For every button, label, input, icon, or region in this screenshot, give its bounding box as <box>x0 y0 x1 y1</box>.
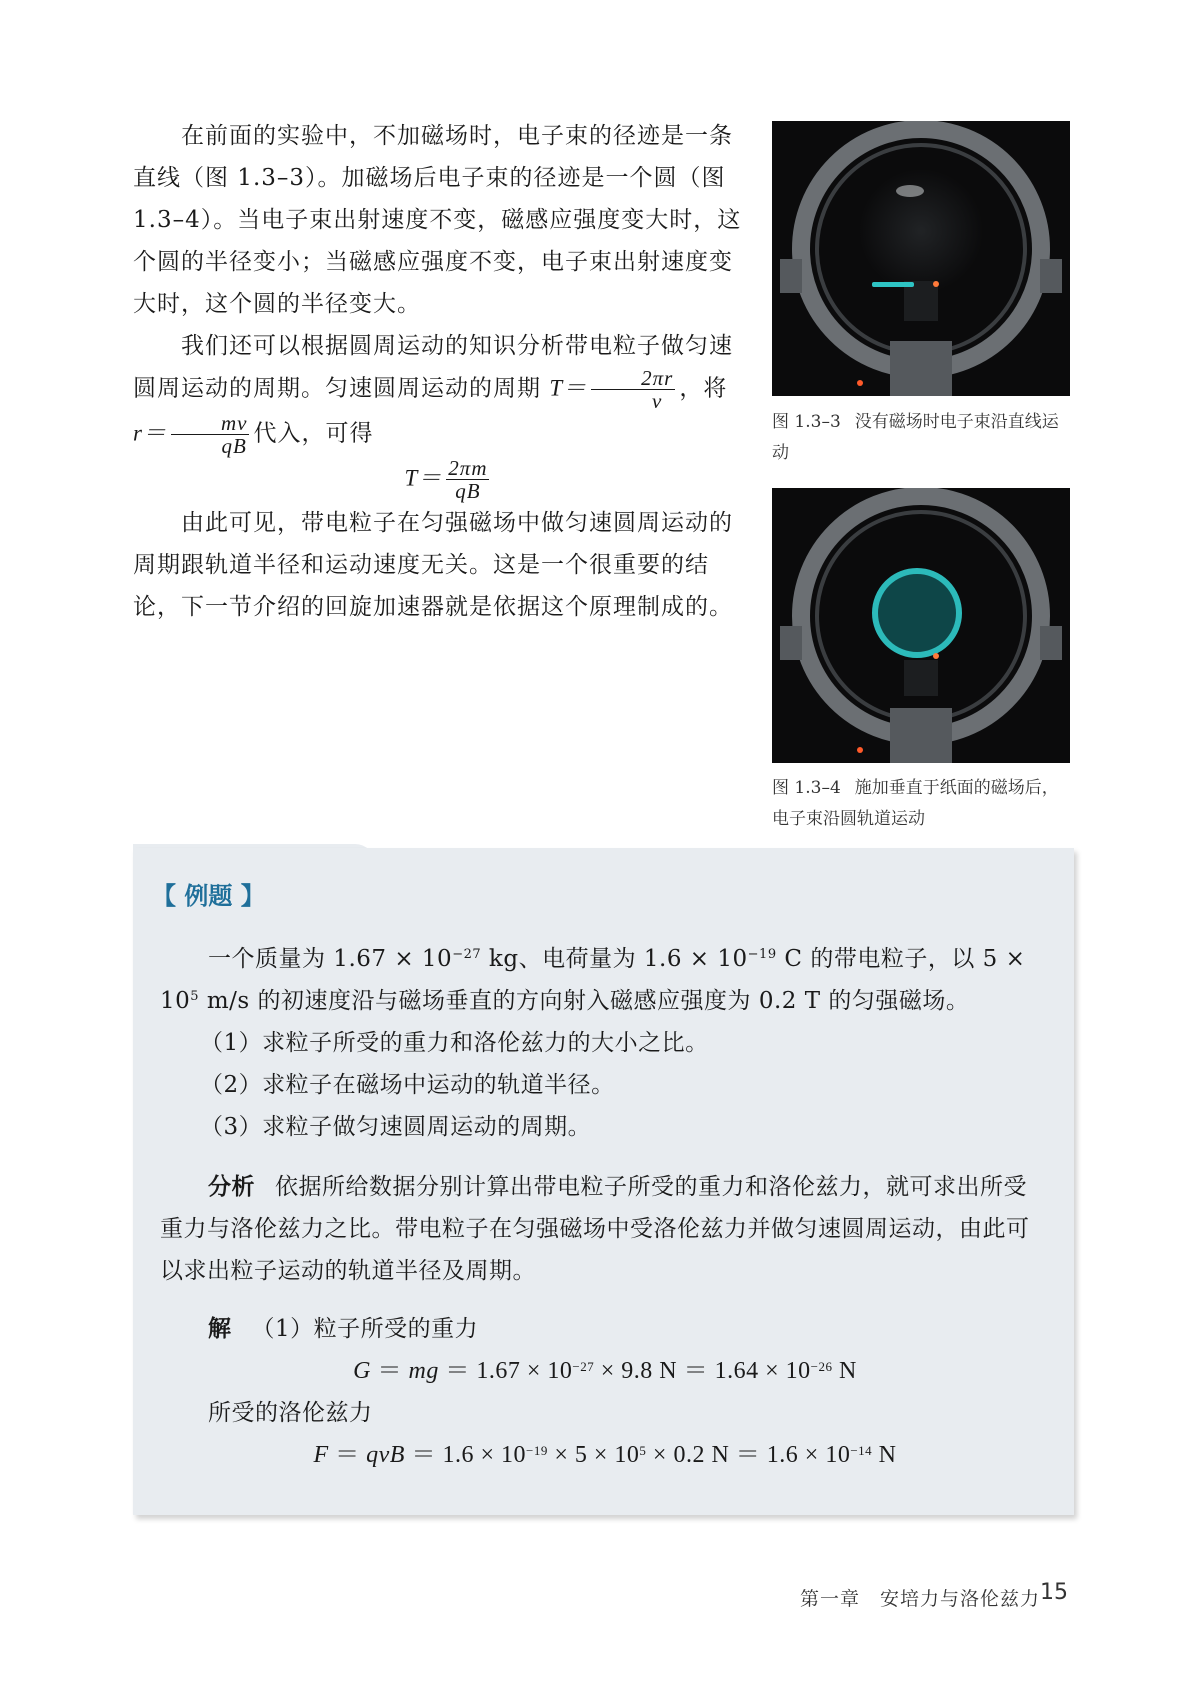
eq-text: × 0.2 N ＝ 1.6 × 10 <box>646 1442 851 1468</box>
example-analysis <box>160 1166 1050 1292</box>
fraction-numerator: mv <box>171 412 250 435</box>
page-number: 15 <box>1040 1580 1068 1605</box>
fraction-denominator: v <box>652 389 663 413</box>
lorentz-equation <box>160 1434 1050 1476</box>
footer-chapter-title: 第一章 安培力与洛伦兹力 <box>800 1588 1041 1610</box>
problem-text: C 的带电粒子，以 5 × 10 <box>160 946 1026 1014</box>
eq-symbol: G <box>353 1358 371 1384</box>
photo-circular-beam <box>772 488 1070 763</box>
solution-label: 解 <box>208 1316 232 1342</box>
fraction-numerator: 2πr <box>591 367 675 390</box>
exponent: 5 <box>639 1443 647 1458</box>
eq-text: × 9.8 N ＝ 1.64 × 10 <box>594 1358 811 1384</box>
intro-paragraph-2 <box>133 325 745 457</box>
figure-number: 图 1.3–3 <box>772 412 841 432</box>
eq-text: ＝ 1.6 × 10 <box>411 1442 526 1468</box>
figure-caption-text: 没有磁场时电子束沿直线运动 <box>772 412 1059 463</box>
p2-start: 我们还可以根据圆周运动的知识分析带电粒子做匀速圆周运动的周期。匀速圆周运动的周期 <box>133 333 733 402</box>
fraction-numerator: 2πm <box>448 456 488 480</box>
question-1: （1）求粒子所受的重力和洛伦兹力的大小之比。 <box>200 1030 709 1056</box>
question-2: （2）求粒子在磁场中运动的轨道半径。 <box>200 1072 615 1098</box>
example-problem <box>160 938 1050 1148</box>
p2-end: 代入，可得 <box>253 420 374 447</box>
exponent: 5 <box>190 989 200 1004</box>
intro-text <box>133 115 745 628</box>
analysis-paragraph <box>160 1166 1050 1292</box>
photo-straight-beam <box>772 121 1070 396</box>
eq-text: ＝ <box>335 1442 360 1468</box>
figure-caption-2 <box>772 773 1072 835</box>
problem-statement <box>160 938 1050 1022</box>
eq-text: N <box>832 1358 857 1384</box>
example-title: 【 例题 】 <box>152 882 265 910</box>
eq-symbol: F <box>313 1442 329 1468</box>
analysis-text: 依据所给数据分别计算出带电粒子所受的重力和洛伦兹力，就可求出所受重力与洛伦兹力之比。带电粒子在匀强磁场中受洛伦兹力并做匀速圆周运动，由此可以求出粒子运动的轨道半径及周期。 <box>160 1174 1030 1284</box>
exponent: −19 <box>526 1443 548 1458</box>
eq-text: ＝ <box>377 1358 402 1384</box>
analysis-label: 分析 <box>208 1174 255 1200</box>
problem-text: m/s 的初速度沿与磁场垂直的方向射入磁感应强度为 0.2 T 的匀强磁场。 <box>199 988 970 1014</box>
figure-caption-1 <box>772 407 1072 469</box>
exponent: −26 <box>810 1359 833 1374</box>
intro-paragraph-3: 由此可见，带电粒子在匀强磁场中做匀速圆周运动的周期跟轨道半径和运动速度无关。这是一个很重要的结论，下一节介绍的回旋加速器就是依据这个原理制成的。 <box>133 510 733 620</box>
figure-caption-text: 施加垂直于纸面的磁场后，电子束沿圆轨道运动 <box>772 778 1059 829</box>
formula-T: T＝ <box>404 465 443 491</box>
radius-symbol: r＝ <box>133 420 167 446</box>
exponent: −14 <box>850 1443 873 1458</box>
exponent: −19 <box>747 947 777 962</box>
question-3: （3）求粒子做匀速圆周运动的周期。 <box>200 1114 592 1140</box>
figure-number: 图 1.3–4 <box>772 778 841 798</box>
eq-symbol: qvB <box>366 1442 405 1468</box>
fraction-mv-qb <box>171 412 250 457</box>
exponent: −27 <box>572 1359 595 1374</box>
eq-text: ＝ 1.67 × 10 <box>445 1358 573 1384</box>
intro-paragraph-1: 在前面的实验中，不加磁场时，电子束的径迹是一条直线（图 1.3–3）。加磁场后电子束的径迹是一个圆（图 1.3–4）。当电子束出射速度不变，磁感应强度变大时，这个圆的半径变小；当磁感应强度不变，电子束出射速度变大时，这个圆的半径变大。 <box>133 123 742 317</box>
solution-step-text: （1）粒子所受的重力 <box>251 1316 479 1342</box>
fraction-denominator: qB <box>221 434 247 458</box>
period-symbol: T＝ <box>549 375 588 401</box>
eq-text: × 5 × 10 <box>547 1442 640 1468</box>
fraction-denominator: qB <box>455 479 481 503</box>
gravity-equation <box>160 1350 1050 1392</box>
eq-symbol: mg <box>408 1358 439 1384</box>
lorentz-label: 所受的洛伦兹力 <box>208 1400 373 1426</box>
fraction-2pir-v <box>591 367 675 412</box>
problem-text: 一个质量为 1.67 × 10 <box>208 946 453 972</box>
problem-text: kg、电荷量为 1.6 × 10 <box>481 946 748 972</box>
p2-mid: ，将 <box>679 375 728 402</box>
exponent: −27 <box>452 947 482 962</box>
solution-step-1 <box>160 1308 1050 1350</box>
period-formula <box>133 457 745 502</box>
example-solution <box>160 1308 1050 1476</box>
eq-text: N <box>872 1442 897 1468</box>
fraction-2pim-qb <box>446 457 489 502</box>
